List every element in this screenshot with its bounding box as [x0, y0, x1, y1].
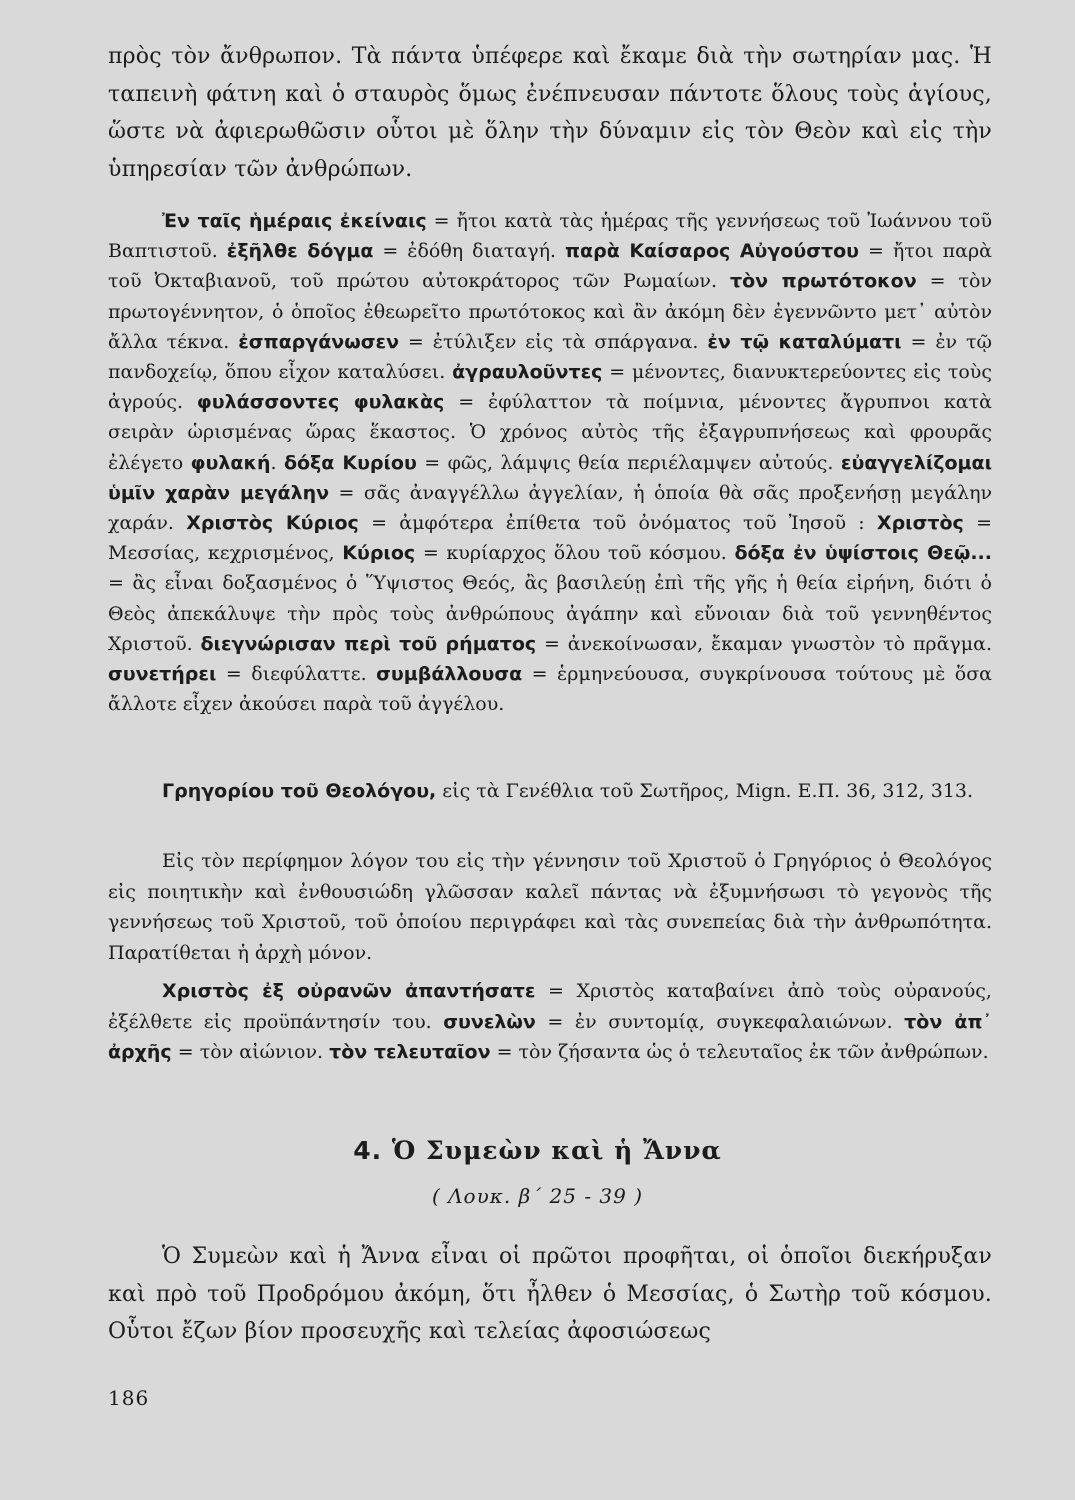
gloss-def: = σᾶς ἀναγγέλλω ἀγγελίαν, ἡ ὁποία θὰ σᾶς προξενήσῃ μεγάλην χαράν. — [108, 481, 992, 535]
gloss-def: = κυρίαρχος ὅλου τοῦ κόσμου. — [415, 542, 735, 565]
gloss-term: Κύριος — [342, 542, 416, 565]
gloss-term: Ἐν ταῖς ἡμέραις ἐκείναις — [162, 210, 427, 232]
page-number: 186 — [108, 1386, 150, 1410]
gloss-term: συνελὼν — [443, 1010, 536, 1033]
gloss-def: = μένοντες, διανυκτερεύοντες εἰς τοὺς ἀγρούς. — [108, 361, 992, 414]
gloss-term: συμβάλλουσα — [376, 663, 523, 686]
gloss-def: = ἤτοι κατὰ τὰς ἡμέρας τῆς γεννήσεως τοῦ Ἰωάννου τοῦ Βαπτιστοῦ. — [108, 210, 992, 263]
gloss-term: φυλάσσοντες φυλακὰς — [196, 391, 445, 414]
gloss-def: = ἐν τῷ πανδοχείῳ, ὅπου εἶχον καταλύσει. — [108, 330, 992, 384]
gloss-def: = ἐδόθη διαταγή. — [373, 240, 566, 263]
gloss-term: τὸν πρωτότοκον — [729, 270, 917, 293]
gloss-def: = Χριστὸς καταβαίνει ἀπὸ τοὺς οὐρανούς, ἐξέλθετε εἰς προϋπάντησίν του. — [108, 980, 992, 1033]
gloss-term: δόξα ἐν ὑψίστοις Θεῷ... — [734, 542, 992, 565]
gloss-def: = ἤτοι παρὰ τοῦ Ὀκταβιανοῦ, τοῦ πρώτου αὐτοκράτορος τῶν Ρωμαίων. — [108, 240, 992, 293]
gloss-def: = τὸν ζήσαντα ὡς ὁ τελευταῖος ἐκ τῶν ἀνθρώπων. — [490, 1041, 989, 1063]
gloss-def: = ἀνεκοίνωσαν, ἔκαμαν γνωστὸν τὸ πρᾶγμα. — [536, 632, 993, 655]
glossary-block-1 — [108, 206, 992, 719]
gloss-term: συνετήρει — [108, 663, 217, 686]
gloss-def: = Μεσσίας, κεχρισμένος, — [108, 512, 993, 565]
gloss-def: = διεφύλαττε. — [216, 663, 377, 686]
source-citation — [108, 776, 992, 807]
commentary-paragraph — [108, 846, 992, 968]
section-heading — [0, 1136, 1075, 1165]
gloss-term: Χριστὸς — [876, 512, 964, 535]
gloss-term: ἀγραυλοῦντες — [452, 361, 603, 384]
gloss-term: τὸν ἀπ᾽ ἀρχῆς — [108, 1010, 993, 1063]
gloss-term: παρὰ Καίσαρος Αὐγούστου — [565, 240, 859, 263]
source-rest: εἰς τὰ Γενέθλια τοῦ Σωτῆρος, Mign. Ε.Π. 36, 312, 313. — [436, 780, 974, 802]
section-reference — [0, 1184, 1075, 1208]
gloss-def: = ἐν συντομίᾳ, συγκεφαλαιώνων. — [535, 1010, 905, 1033]
gloss-def: = ἂς εἶναι δοξασμένος ὁ Ὕψιστος Θεός, ἂς βασιλεύῃ ἐπὶ τῆς γῆς ἡ θεία εἰρήνη, διότι ὁ Θεὸς ἀπεκάλυψε τὴν πρὸς τοὺς ἀνθρώπους ἀγάπην καὶ εὔνοιαν διὰ τοῦ γεννηθέντος Χριστοῦ. — [108, 572, 992, 655]
intro-paragraph — [108, 38, 992, 188]
gloss-term: εὐαγγελίζομαι ὑμῖν χαρὰν μεγάλην — [108, 451, 992, 504]
section-title: Ὁ Συμεὼν καὶ ἡ Ἄννα — [391, 1136, 722, 1165]
gloss-def: = τὸν αἰώνιον. — [171, 1041, 330, 1063]
section-number: 4. — [353, 1136, 383, 1165]
gloss-term: ἐσπαργάνωσεν — [238, 330, 400, 353]
gloss-def: = ἑρμηνεύουσα, συγκρίνουσα τούτους μὲ ὅσα ἄλλοτε εἶχεν ἀκούσει παρὰ τοῦ ἀγγέλου. — [108, 663, 992, 716]
gloss-term: δόξα Κυρίου — [283, 451, 417, 474]
gloss-term: Χριστὸς ἐξ οὐρανῶν ἀπαντήσατε — [162, 980, 536, 1002]
gloss-term: φυλακή — [190, 451, 271, 474]
gloss-def: . — [270, 451, 284, 474]
commentary-text: Εἰς τὸν περίφημον λόγον του εἰς τὴν γέννησιν τοῦ Χριστοῦ ὁ Γρηγόριος ὁ Θεολόγος εἰς ποιητικὴν καὶ ἐνθουσιώδη γλῶσσαν καλεῖ πάντας νὰ ἐξυμνήσωσι τὸ γεγονὸς τῆς γεννήσεως τοῦ Χριστοῦ, τοῦ ὁποίου περιγράφει καὶ τὰς συνεπείας διὰ τὴν ἀνθρωπότητα. Παρατίθεται ἡ ἀρχὴ μόνον. — [108, 850, 992, 964]
gloss-def: = ἐφύλαττον τὰ ποίμνια, μένοντες ἄγρυπνοι κατὰ σειρὰν ὡρισμένας ὥρας ἕκαστος. Ὁ χρόνος αὐτὸς τῆς ἐξαγρυπνήσεως καὶ φρουρᾶς ἐλέγετο — [108, 391, 992, 474]
closing-text: Ὁ Συμεὼν καὶ ἡ Ἄννα εἶναι οἱ πρῶτοι προφῆται, οἱ ὁποῖοι διεκήρυξαν καὶ πρὸ τοῦ Προδρόμου ἀκόμη, ὅτι ἦλθεν ὁ Μεσσίας, ὁ Σωτὴρ τοῦ κόσμου. Οὗτοι ἔζων βίον προσευχῆς καὶ τελείας ἀφοσιώσεως — [108, 1244, 992, 1344]
gloss-term: ἐν τῷ καταλύματι — [707, 330, 902, 353]
gloss-term: διεγνώρισαν περὶ τοῦ ρήματος — [200, 632, 537, 655]
source-author: Γρηγορίου τοῦ Θεολόγου, — [162, 780, 437, 802]
gloss-term: Χριστὸς Κύριος — [186, 512, 359, 535]
gloss-term: τὸν τελευταῖον — [329, 1041, 491, 1063]
gloss-def: = φῶς, λάμψις θεία περιέλαμψεν αὐτούς. — [416, 451, 841, 474]
closing-paragraph — [108, 1238, 992, 1351]
gloss-def: = τὸν πρωτογέννητον, ὁ ὁποῖος ἐθεωρεῖτο πρωτότοκος καὶ ἂν ἀκόμη δὲν ἐγεννῶντο μετ᾽ αὐτὸν ἄλλα τέκνα. — [108, 270, 992, 353]
gloss-def: = ἀμφότερα ἐπίθετα τοῦ ὀνόματος τοῦ Ἰησοῦ : — [358, 512, 877, 535]
gloss-term: ἐξῆλθε δόγμα — [226, 240, 374, 263]
reference-text: ( Λουκ. β´ 25 - 39 ) — [431, 1184, 644, 1208]
intro-text: πρὸς τὸν ἄνθρωπον. Τὰ πάντα ὑπέφερε καὶ ἔκαμε διὰ τὴν σωτηρίαν μας. Ἡ ταπεινὴ φάτνη καὶ ὁ σταυρὸς ὅμως ἐνέπνευσαν πάντοτε ὅλους τοὺς ἁγίους, ὥστε νὰ ἀφιερωθῶσιν οὗτοι μὲ ὅλην τὴν δύναμιν εἰς τὸν Θεὸν καὶ εἰς τὴν ὑπηρεσίαν τῶν ἀνθρώπων. — [108, 44, 992, 182]
gloss-def: = ἐτύλιξεν εἰς τὰ σπάργανα. — [399, 330, 708, 353]
glossary-block-2 — [108, 976, 992, 1068]
